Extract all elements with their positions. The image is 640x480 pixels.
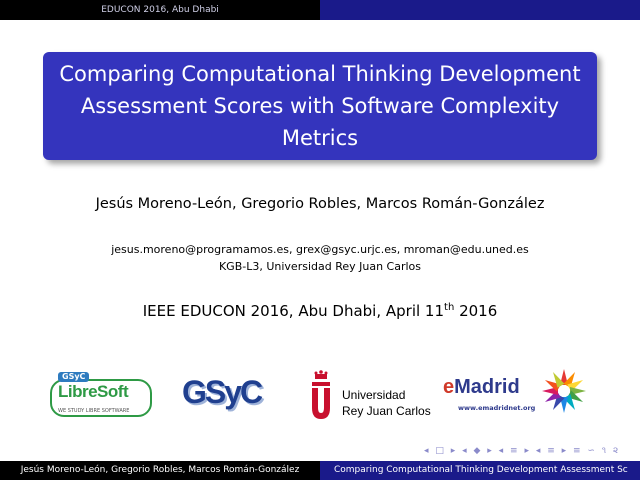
libresoft-name: LibreSoft	[58, 382, 129, 401]
emails: jesus.moreno@programamos.es, grex@gsyc.urjc.es, mroman@edu.uned.es	[111, 243, 529, 256]
conference-prefix: IEEE EDUCON 2016, Abu Dhabi, April 11	[142, 302, 445, 320]
footer-title: Comparing Computational Thinking Development Assessment Sc	[320, 461, 640, 480]
header-bar	[0, 0, 640, 20]
urjc-u-icon	[308, 380, 334, 420]
beamer-navigation[interactable]: ◂ □ ▸ ◂ ◆ ▸ ◂ ≡ ▸ ◂ ≡ ▸ ≡ ∽ ૧ ૨	[424, 446, 621, 456]
emadrid-prefix: e	[443, 376, 455, 398]
emadrid-logo	[443, 366, 593, 422]
urjc-logo	[308, 368, 438, 424]
logo-row	[0, 360, 640, 430]
emadrid-word: Madrid	[454, 376, 520, 398]
conference-sup: th	[444, 302, 455, 313]
urjc-line2: Rey Juan Carlos	[342, 404, 431, 418]
conference-line	[0, 302, 640, 320]
emadrid-url: www.emadridnet.org	[458, 404, 536, 412]
header-right-bar	[320, 0, 640, 20]
affiliation: KGB-L3, Universidad Rey Juan Carlos	[218, 260, 422, 273]
emadrid-name	[443, 376, 520, 399]
authors: Jesús Moreno-León, Gregorio Robles, Marcos Román-González	[95, 196, 545, 212]
crown-icon	[314, 370, 328, 380]
slide-title: Comparing Computational Thinking Development Assessment Scores with Software Complexity Metrics	[59, 62, 581, 150]
title-box	[43, 52, 597, 160]
conference-year: 2016	[459, 302, 498, 320]
libresoft-tag: GSyC	[58, 372, 89, 382]
urjc-line1: Universidad	[342, 388, 406, 402]
gsyc-logo: GSyC	[182, 374, 262, 410]
footer-authors: Jesús Moreno-León, Gregorio Robles, Marcos Román-González	[0, 461, 320, 480]
header-conference: EDUCON 2016, Abu Dhabi	[0, 0, 320, 20]
star-burst-icon	[539, 366, 589, 416]
libresoft-logo	[50, 372, 154, 420]
libresoft-sub: WE STUDY LIBRE SOFTWARE	[58, 408, 130, 414]
footer-bar	[0, 461, 640, 480]
